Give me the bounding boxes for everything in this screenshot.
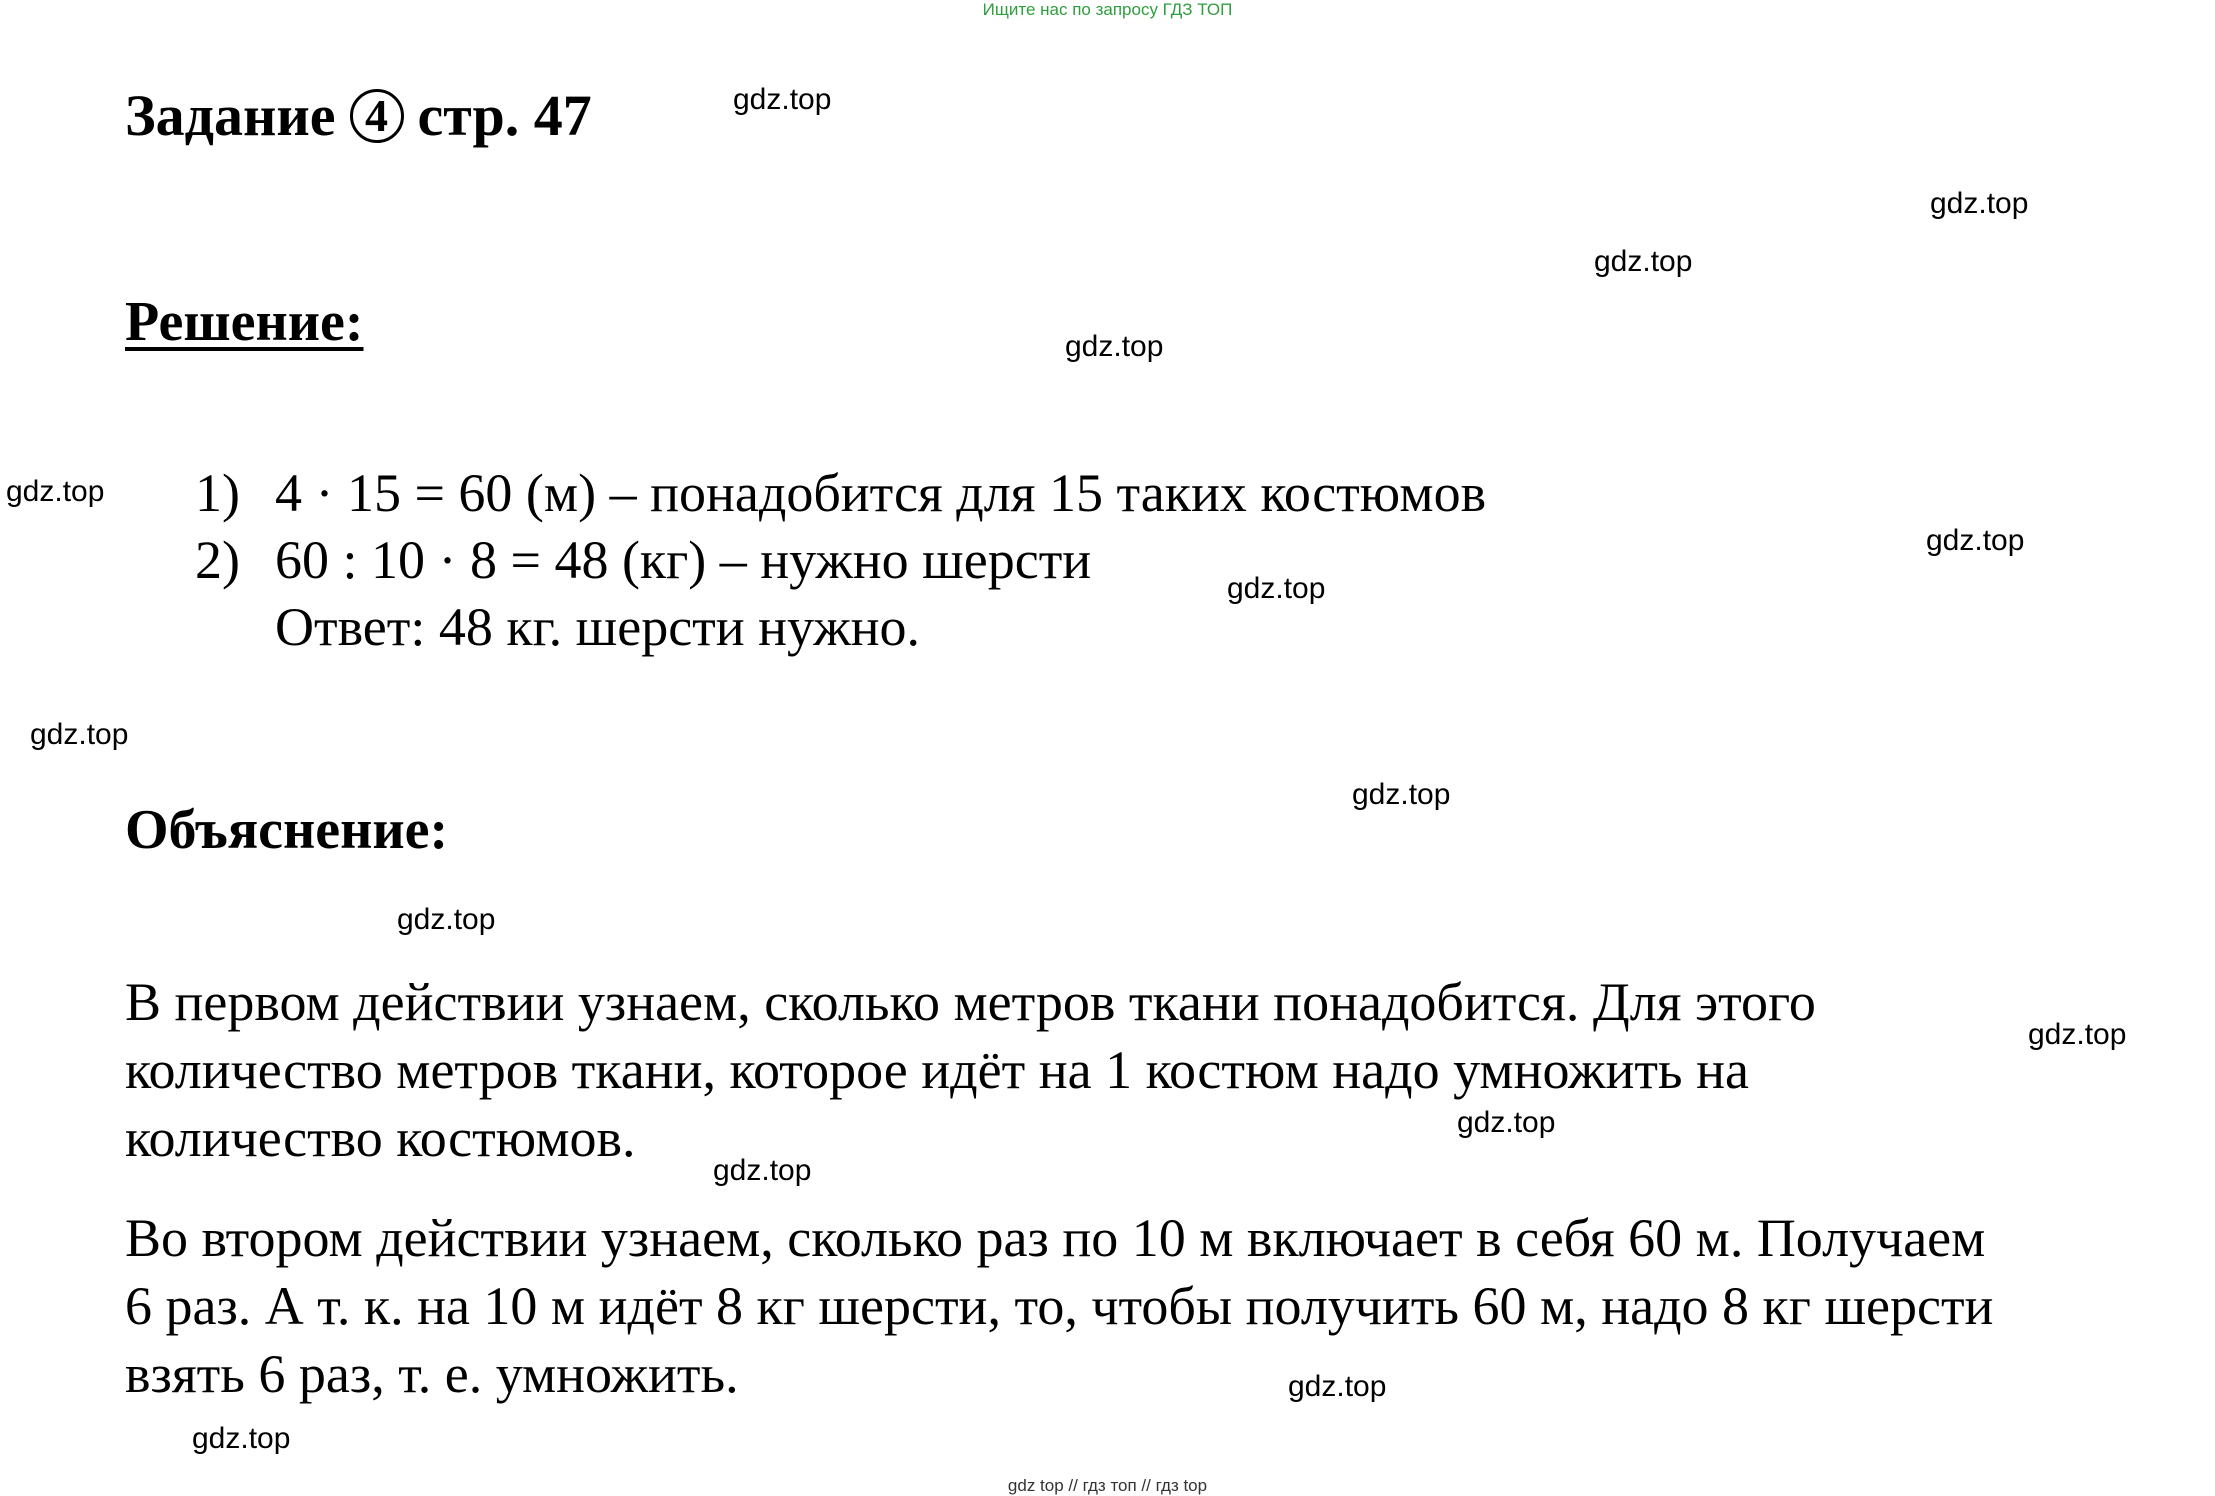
paragraph-line: Во втором действии узнаем, сколько раз по 10 м включает в себя 60 м. Получаем: [125, 1208, 1986, 1268]
watermark: gdz.top: [192, 1422, 291, 1455]
task-title-prefix: Задание: [125, 83, 336, 148]
watermark: gdz.top: [397, 903, 496, 936]
watermark: gdz.top: [713, 1154, 812, 1187]
solution-step: [195, 529, 1091, 591]
step-number: 2): [195, 530, 240, 590]
watermark: gdz.top: [1227, 572, 1326, 605]
solution-answer: Ответ: 48 кг. шерсти нужно.: [275, 597, 921, 657]
watermark: gdz.top: [1457, 1106, 1556, 1139]
paragraph-line: 6 раз. А т. к. на 10 м идёт 8 кг шерсти, то, чтобы получить 60 м, надо 8 кг шерсти: [125, 1276, 1994, 1336]
watermark: gdz.top: [1926, 524, 2025, 557]
step-number: 1): [195, 463, 240, 523]
step-text: 60 : 10 · 8 = 48 (кг) – нужно шерсти: [275, 530, 1092, 590]
task-title: [125, 82, 592, 149]
watermark: gdz.top: [1594, 245, 1693, 278]
watermark: gdz.top: [1065, 330, 1164, 363]
watermark: gdz.top: [2028, 1018, 2127, 1051]
watermark: gdz.top: [30, 718, 129, 751]
paragraph-line: количество метров ткани, которое идёт на 1 костюм надо умножить на: [125, 1040, 1749, 1100]
task-title-page: стр. 47: [417, 83, 592, 148]
watermark: gdz.top: [6, 475, 105, 508]
solution-step: [195, 462, 1486, 524]
top-banner-link[interactable]: Ищите нас по запросу ГДЗ ТОП: [982, 0, 1233, 19]
solution-heading: Решение:: [125, 291, 364, 353]
watermark: gdz.top: [1352, 778, 1451, 811]
explanation-paragraph-1: [125, 968, 1816, 1172]
watermark: gdz.top: [1288, 1370, 1387, 1403]
footer-links[interactable]: gdz top // гдз топ // гдз top: [1007, 1476, 1208, 1495]
watermark: gdz.top: [1930, 187, 2029, 220]
paragraph-line: взять 6 раз, т. е. умножить.: [125, 1344, 739, 1404]
paragraph-line: количество костюмов.: [125, 1108, 636, 1168]
watermark: gdz.top: [733, 83, 832, 116]
explanation-heading: Объяснение:: [125, 799, 449, 861]
task-number-circle: 4: [350, 89, 404, 143]
paragraph-line: В первом действии узнаем, сколько метров ткани понадобится. Для этого: [125, 972, 1816, 1032]
step-text: 4 · 15 = 60 (м) – понадобится для 15 таких костюмов: [275, 463, 1487, 523]
explanation-paragraph-2: [125, 1204, 1993, 1408]
